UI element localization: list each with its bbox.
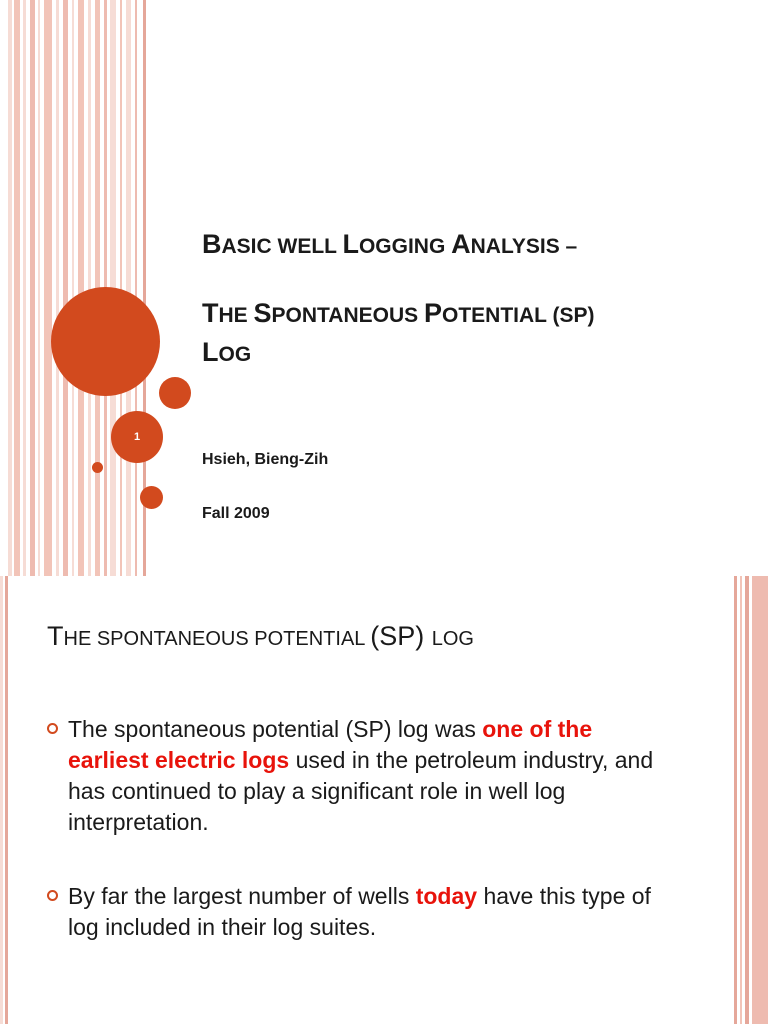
title-line-3 — [202, 334, 742, 373]
term-date: Fall 2009 — [202, 505, 270, 522]
bullet-highlight: today — [415, 883, 478, 909]
title-word-cap: T — [202, 298, 219, 328]
bullet-text — [68, 714, 667, 838]
slide-number: 1 — [133, 431, 141, 443]
decorative-circle-medium — [159, 377, 191, 409]
title-word-rest: OGGING — [358, 235, 452, 258]
title-word-rest: OTENTIAL (SP) — [442, 304, 595, 327]
title-line-2 — [202, 295, 742, 334]
bullet-run: The spontaneous potential (SP) log was — [68, 716, 483, 742]
title-word-cap: T — [47, 621, 64, 651]
bullet-run: By far the largest number of wells — [68, 883, 416, 909]
title-word-cap: B — [202, 229, 222, 259]
slide-title — [47, 616, 707, 659]
title-word-cap: S — [253, 298, 272, 328]
title-line-1 — [202, 226, 742, 265]
title-word-cap: P — [424, 298, 443, 328]
decorative-stripes-left — [0, 576, 12, 1024]
bullet-run: have this type of log included in their log suites. — [68, 883, 651, 940]
title-word-rest: PONTANEOUS — [271, 304, 424, 327]
title-word-rest: ASIC WELL — [221, 235, 343, 258]
bullet-highlight: one of the earliest electric logs — [68, 716, 593, 773]
content-slide — [0, 576, 768, 1024]
bullet-ring-icon — [47, 714, 68, 838]
title-word-rest: HE — [218, 304, 254, 327]
slide-title — [202, 226, 742, 373]
title-word-rest: LOG — [431, 628, 474, 650]
decorative-circle-large — [51, 287, 160, 396]
title-word-cap: L — [202, 337, 219, 367]
bullet-item — [47, 714, 667, 838]
decorative-circle-tiny — [92, 462, 103, 473]
slide-number-badge — [111, 411, 163, 463]
bullet-item — [47, 881, 667, 943]
bullet-text — [68, 881, 667, 943]
decorative-circle-small — [140, 486, 163, 509]
author-name: Hsieh, Bieng-Zih — [202, 451, 329, 468]
decorative-stripes-right — [728, 576, 768, 1024]
title-word-cap: A — [451, 229, 471, 259]
title-word-rest: HE SPONTANEOUS POTENTIAL — [63, 628, 371, 650]
title-word-cap: L — [342, 229, 359, 259]
title-word-rest: NALYSIS – — [470, 235, 578, 258]
bullet-run: used in the petroleum industry, and has continued to play a significant role in well log interpretation. — [68, 747, 654, 835]
title-word-rest: OG — [218, 343, 252, 366]
bullet-ring-icon — [47, 881, 68, 943]
title-word-cap: (SP) — [370, 621, 432, 651]
decorative-stripes-left — [0, 0, 150, 576]
